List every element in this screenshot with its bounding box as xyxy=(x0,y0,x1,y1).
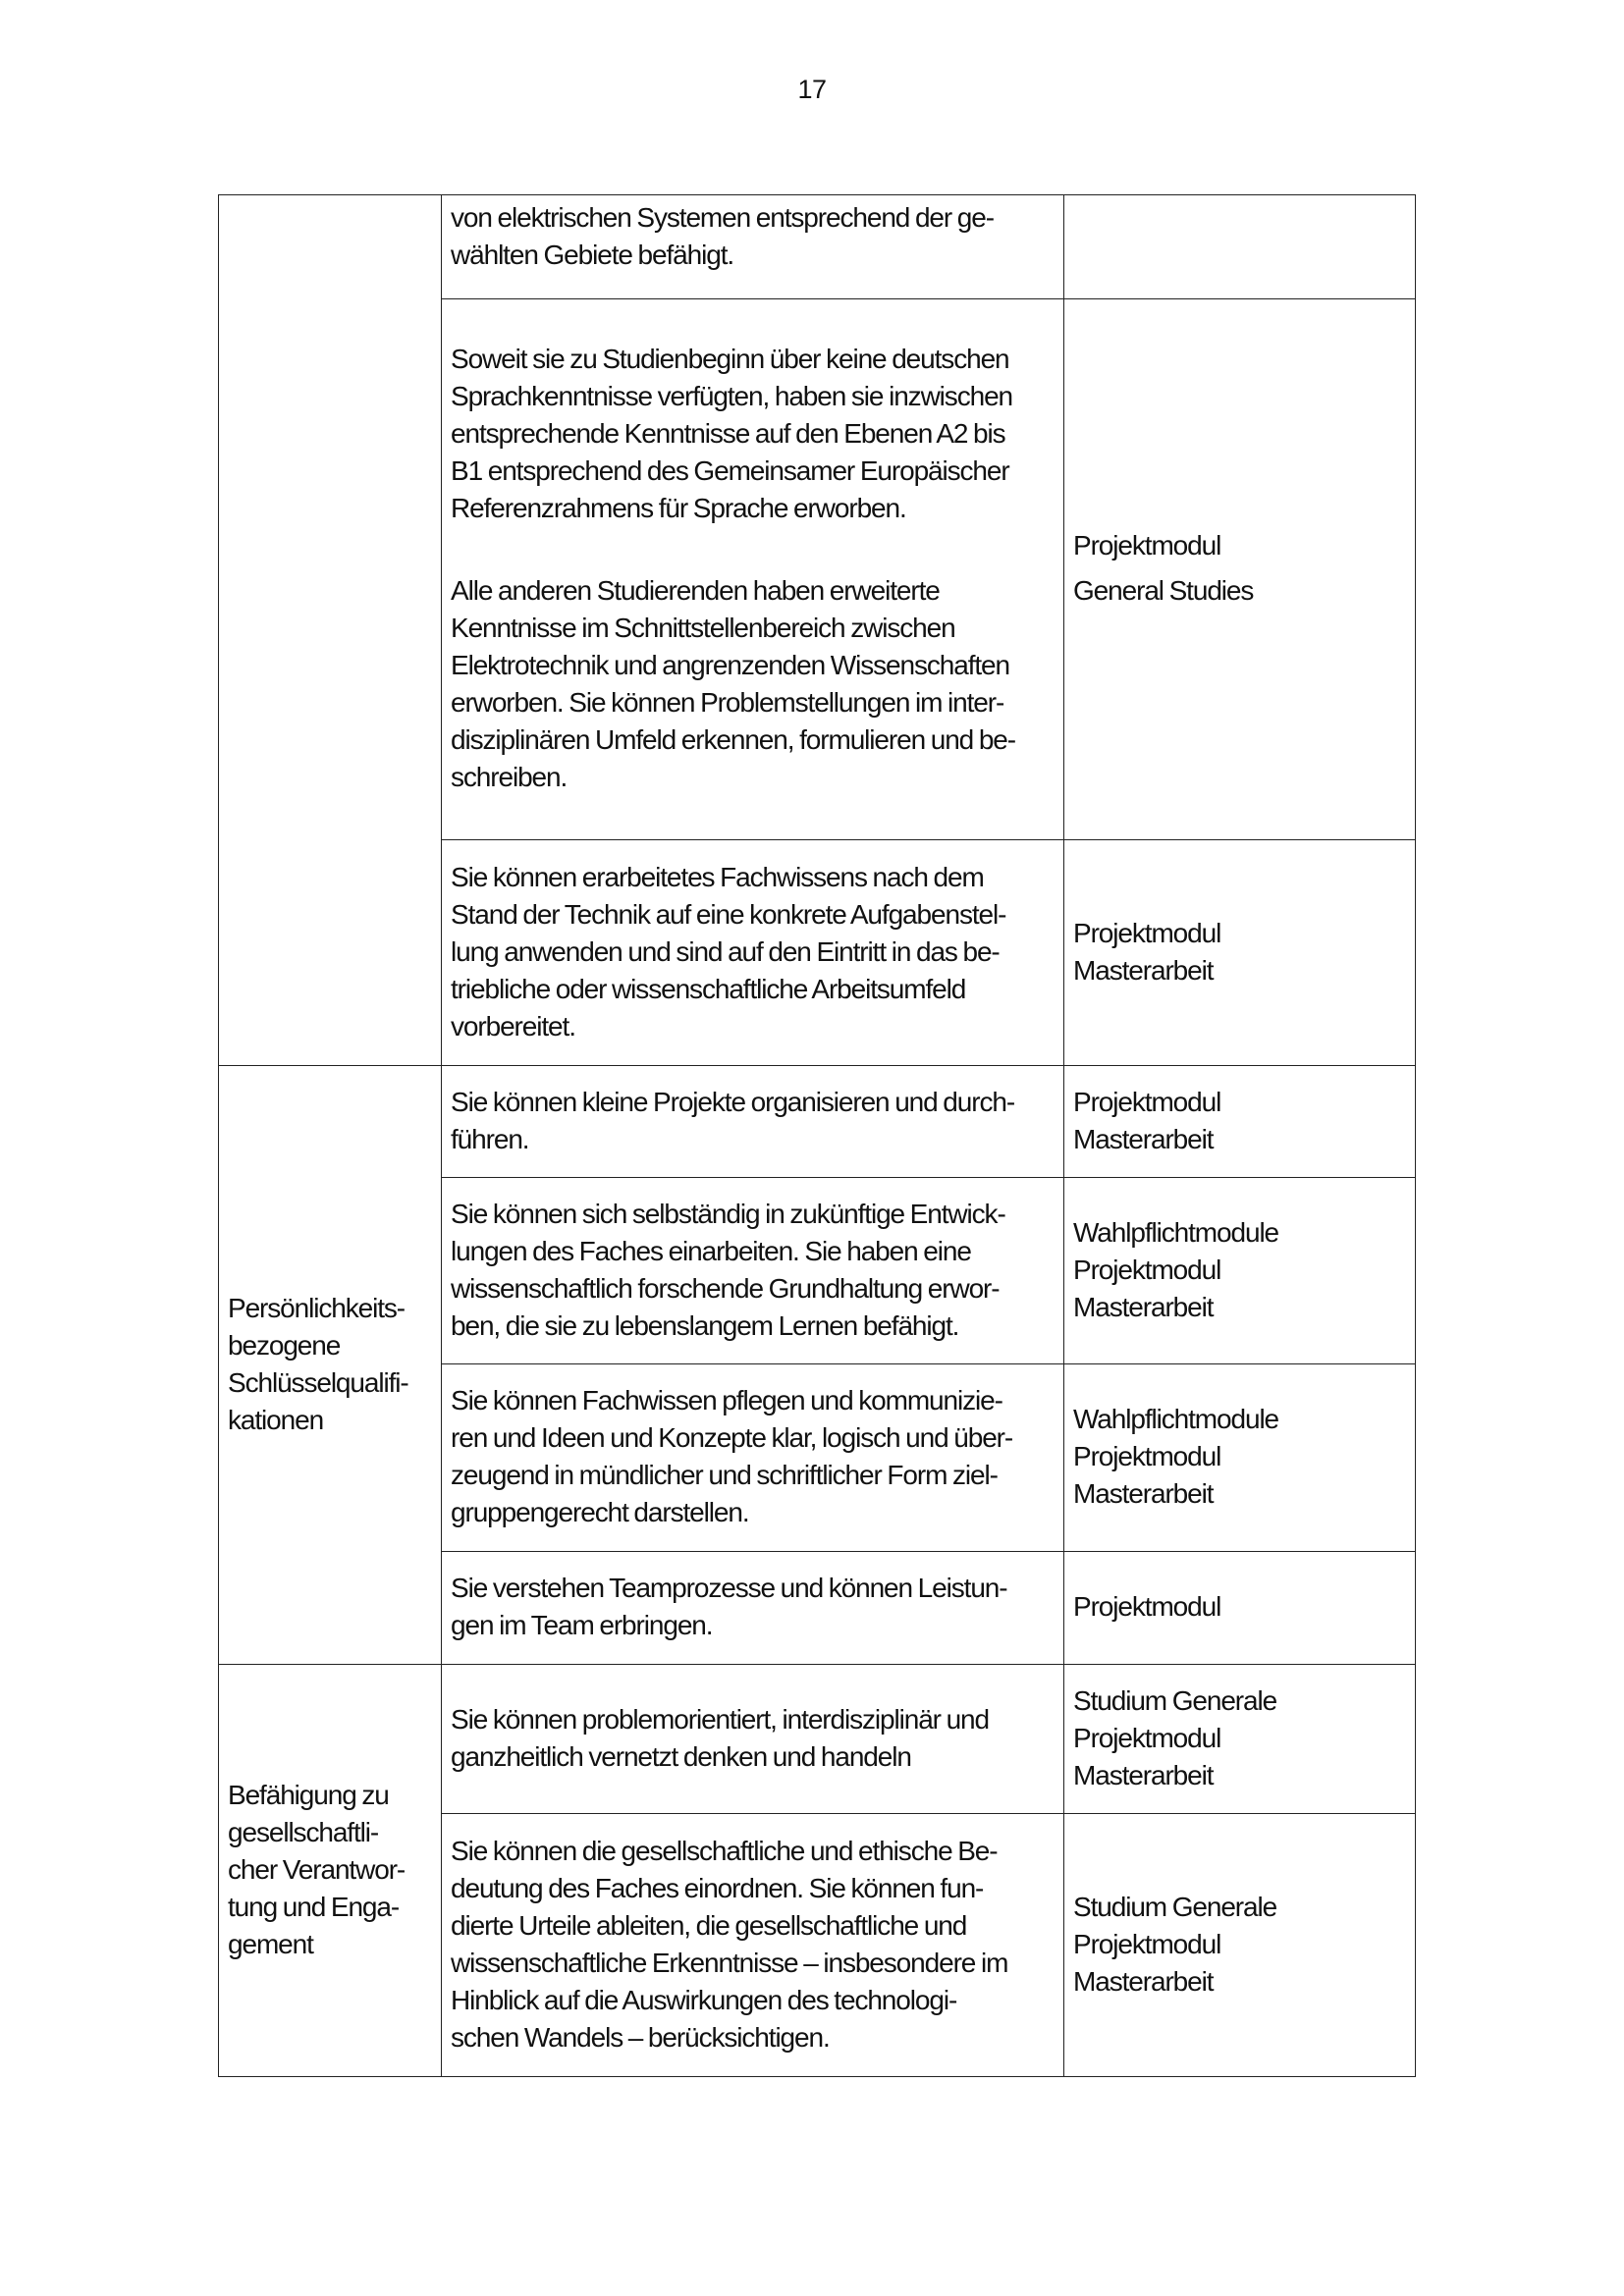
table-row xyxy=(219,195,1416,299)
outcome-text: Sie können die gesellschaftliche und ethische Be- deutung des Faches einordnen. Sie können fun- dierte Urteile ableiten, die gesellschaftliche und wissenschaftliche Erkenntnisse – insbesondere im Hinblick auf die Auswirkungen des technologi- schen Wandels – berücksichtigen. xyxy=(451,1835,1008,2053)
outcome-text: Sie verstehen Teamprozesse und können Leistun- gen im Team erbringen. xyxy=(451,1573,1007,1640)
modules-cell: Projektmodul General Studies xyxy=(1064,299,1416,840)
learning-outcomes-table xyxy=(218,194,1416,2077)
category-cell xyxy=(219,195,442,1066)
outcome-text: Soweit sie zu Studienbeginn über keine deutschen Sprachkenntnisse verfügten, haben sie inzwischen entsprechende Kenntnisse auf den Ebenen A2 bis B1 entsprechend des Gemeinsamer Europäischer Referenzrahmens für Sprache erworben. xyxy=(451,344,1013,523)
outcome-text: Sie können sich selbständig in zukünftige Entwick- lungen des Faches einarbeiten. Sie haben eine wissenschaftlich forschende Grundhaltung erwor- ben, die sie zu lebenslangem Lernen befähigt. xyxy=(451,1198,1005,1341)
outcome-text: Sie können problemorientiert, interdisziplinär und ganzheitlich vernetzt denken und handeln xyxy=(451,1703,990,1772)
modules-cell: Studium Generale Projektmodul Masterarbeit xyxy=(1064,1665,1416,1814)
modules-cell: Projektmodul xyxy=(1064,1552,1416,1665)
outcome-text: von elektrischen Systemen entsprechend der ge- wählten Gebiete befähigt. xyxy=(451,202,994,270)
outcome-cell xyxy=(442,1364,1064,1552)
modules-cell xyxy=(1064,195,1416,299)
outcome-cell xyxy=(442,195,1064,299)
category-cell: Befähigung zu gesellschaftli- cher Verantwor- tung und Enga- gement xyxy=(219,1665,442,2077)
modules-cell: Wahlpflichtmodule Projektmodul Masterarbeit xyxy=(1064,1178,1416,1364)
table-row xyxy=(219,1665,1416,1814)
outcome-text: Alle anderen Studierenden haben erweiterte Kenntnisse im Schnittstellenbereich zwischen Elektrotechnik und angrenzenden Wissenschaften erworben. Sie können Problemstellungen im inter- disziplinären Umfeld erkennen, formulieren und be- schreiben. xyxy=(451,575,1016,792)
modules-cell: Wahlpflichtmodule Projektmodul Masterarbeit xyxy=(1064,1364,1416,1552)
modules-cell: Projektmodul Masterarbeit xyxy=(1064,1066,1416,1178)
outcome-cell xyxy=(442,1814,1064,2077)
modules-cell: Studium Generale Projektmodul Masterarbeit xyxy=(1064,1814,1416,2077)
page-number: 17 xyxy=(797,75,827,104)
outcome-cell xyxy=(442,1178,1064,1364)
outcome-cell xyxy=(442,1665,1064,1814)
outcome-cell xyxy=(442,1066,1064,1178)
outcome-text: Sie können kleine Projekte organisieren und durch- führen. xyxy=(451,1086,1015,1154)
outcome-cell xyxy=(442,1552,1064,1665)
outcome-text: Sie können Fachwissen pflegen und kommunizie- ren und Ideen und Konzepte klar, logisch und über- zeugend in mündlicher und schriftlicher Form ziel- gruppengerecht darstellen. xyxy=(451,1385,1013,1527)
outcome-cell xyxy=(442,840,1064,1066)
outcome-cell xyxy=(442,299,1064,840)
modules-cell: Projektmodul Masterarbeit xyxy=(1064,840,1416,1066)
category-cell: Persönlichkeits- bezogene Schlüsselqualifi- kationen xyxy=(219,1066,442,1665)
table-row xyxy=(219,1066,1416,1178)
outcome-text: Sie können erarbeitetes Fachwissens nach dem Stand der Technik auf eine konkrete Aufgabenstel- lung anwenden und sind auf den Eintritt in das be- triebliche oder wissenschaftliche Arbeitsumfeld vorbereitet. xyxy=(451,861,1006,1041)
